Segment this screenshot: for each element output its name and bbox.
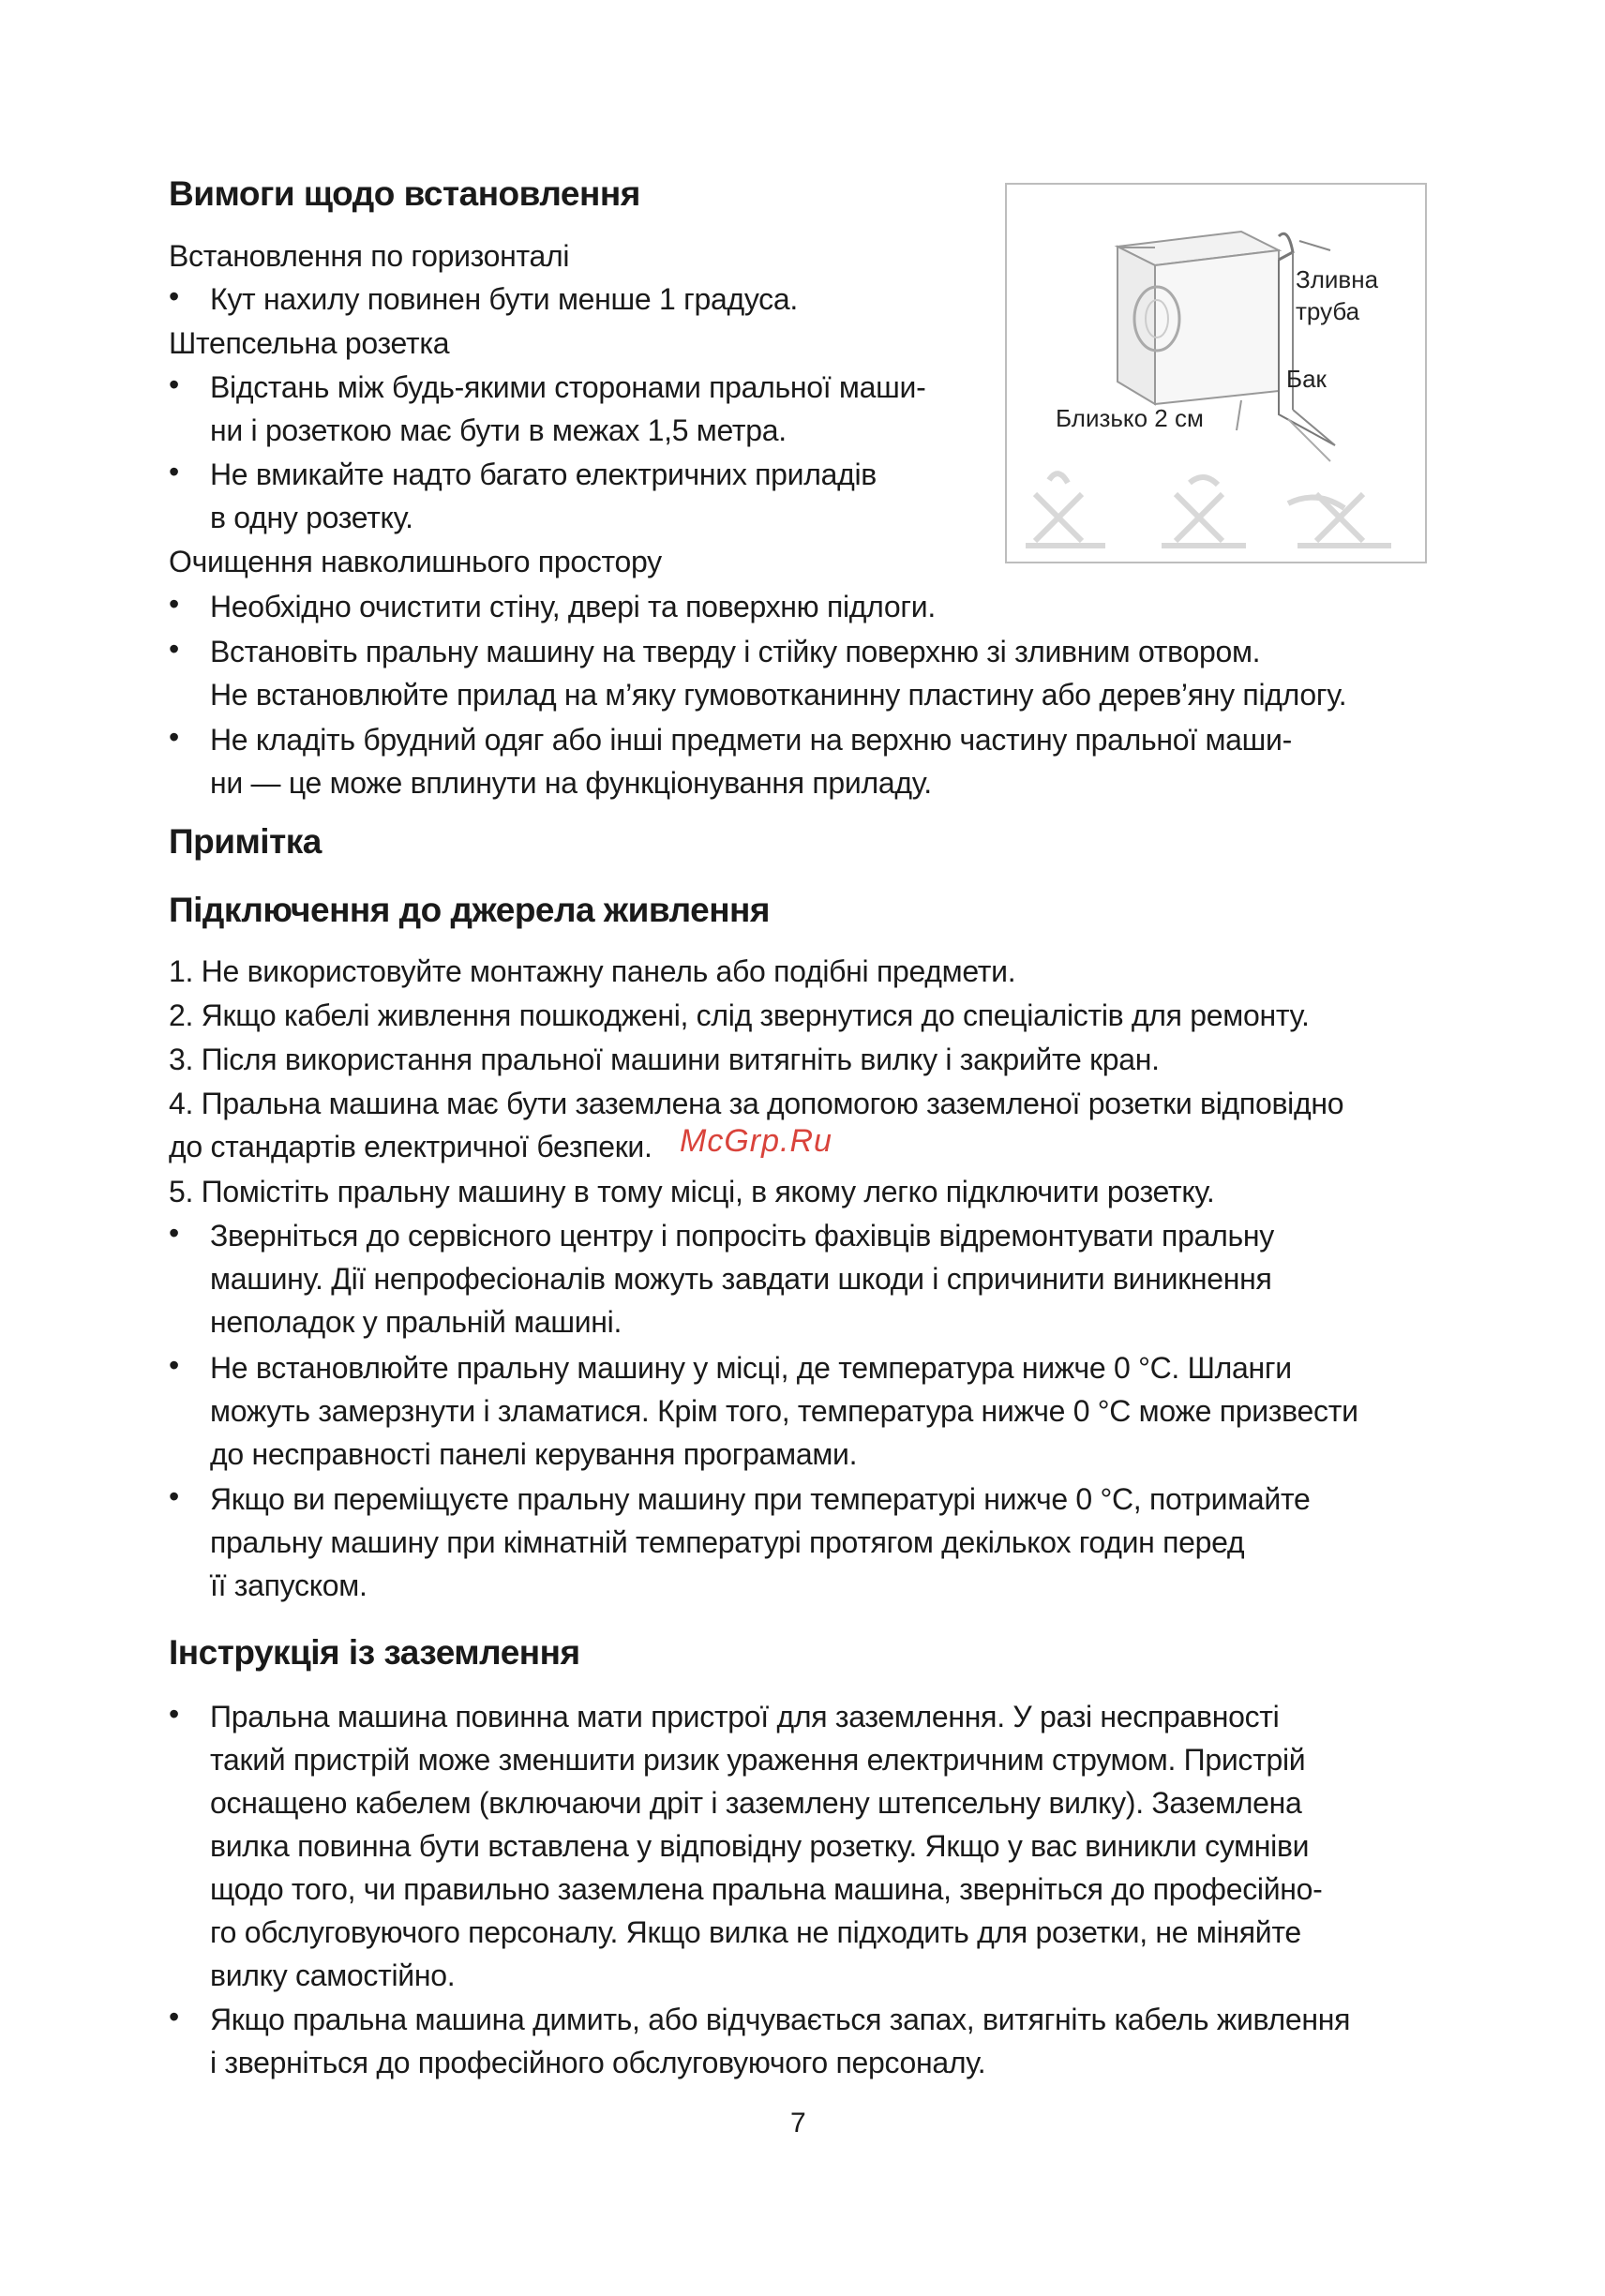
list-item: Відстань між будь-якими сторонами пральної маши- — [210, 370, 926, 404]
list-item-cont: машину. Дії непрофесіоналів можуть завдати шкоди і спричинити виникнення — [210, 1262, 1272, 1296]
subheading-socket: Штепсельна розетка — [169, 326, 450, 360]
list-item: Якщо ви переміщуєте пральну машину при температурі нижче 0 °C, потримайте — [210, 1482, 1311, 1516]
list-item-cont: оснащено кабелем (включаючи дріт і заземлену штепсельну вилку). Заземлена — [210, 1786, 1302, 1820]
list-item-cont: можуть замерзнути і зламатися. Крім того, температура нижче 0 °C може призвести — [210, 1394, 1358, 1428]
list-item: Пральна машина повинна мати пристрої для заземлення. У разі несправності — [210, 1700, 1280, 1733]
bullet: • — [169, 279, 180, 313]
subheading-cleaning: Очищення навколишнього простору — [169, 545, 662, 578]
list-item-cont: до несправності панелі керування програмами. — [210, 1437, 858, 1471]
incorrect-icon — [1288, 494, 1391, 546]
bullet: • — [169, 632, 180, 666]
bullet: • — [169, 2000, 180, 2033]
page-number: 7 — [790, 2108, 806, 2138]
numbered-item: 1. Не використовуйте монтажну панель або подібні предмети. — [169, 954, 1016, 988]
list-item-cont: пральну машину при кімнатній температурі протягом декількох годин перед — [210, 1525, 1245, 1559]
bullet: • — [169, 1479, 180, 1513]
watermark: McGrp.Ru — [680, 1123, 832, 1159]
list-item: Зверніться до сервісного центру і попросіть фахівців відремонтувати пральну — [210, 1219, 1274, 1253]
list-item-cont: вилка повинна бути вставлена у відповідну розетку. Якщо у вас виникли сумніви — [210, 1829, 1310, 1863]
bullet: • — [169, 587, 180, 621]
list-item-cont: в одну розетку. — [210, 501, 413, 534]
bullet: • — [169, 368, 180, 401]
list-item-cont: ни — це може вплинути на функціонування приладу. — [210, 766, 932, 800]
section-title-installation: Вимоги щодо встановлення — [169, 174, 640, 213]
list-item: Необхідно очистити стіну, двері та поверхню підлоги. — [210, 590, 936, 623]
bullet: • — [169, 720, 180, 754]
note-title: Примітка — [169, 822, 322, 861]
installation-figure — [1005, 183, 1427, 563]
bullet: • — [169, 455, 180, 488]
numbered-item: 4. Пральна машина має бути заземлена за допомогою заземленої розетки відповідно — [169, 1087, 1344, 1120]
list-item-cont: вилку самостійно. — [210, 1958, 456, 1992]
list-item-cont: ни і розеткою має бути в межах 1,5 метра. — [210, 413, 787, 447]
section-title-grounding: Інструкція із заземлення — [169, 1633, 580, 1672]
list-item-cont: щодо того, чи правильно заземлена пральна машина, зверніться до професійно- — [210, 1872, 1323, 1906]
bullet: • — [169, 1216, 180, 1250]
list-item-cont: го обслуговуючого персоналу. Якщо вилка не підходить для розетки, не міняйте — [210, 1915, 1301, 1949]
section-title-power: Підключення до джерела живлення — [169, 891, 770, 929]
list-item-cont: неполадок у пральній машині. — [210, 1305, 622, 1339]
list-item-cont: такий пристрій може зменшити ризик ураження електричним струмом. Пристрій — [210, 1743, 1306, 1777]
numbered-item-cont: до стандартів електричної безпеки. — [169, 1130, 652, 1163]
label-drain-pipe: Зливна — [1296, 265, 1379, 293]
list-item-cont: і зверніться до професійного обслуговуючого персоналу. — [210, 2046, 986, 2079]
numbered-item: 5. Помістіть пральну машину в тому місці, в якому легко підключити розетку. — [169, 1175, 1215, 1208]
list-item: Не кладіть брудний одяг або інші предмети на верхню частину пральної маши- — [210, 723, 1292, 757]
numbered-item: 3. Після використання пральної машини витягніть вилку і закрийте кран. — [169, 1043, 1160, 1076]
subheading-horizontal: Встановлення по горизонталі — [169, 239, 570, 273]
incorrect-icon — [1026, 473, 1105, 546]
label-tank: Бак — [1286, 365, 1327, 393]
list-item: Не встановлюйте пральну машину у місці, де температура нижче 0 °C. Шланги — [210, 1351, 1292, 1385]
list-item: Встановіть пральну машину на тверду і стійку поверхню зі зливним отвором. — [210, 635, 1261, 668]
numbered-item: 2. Якщо кабелі живлення пошкоджені, слід звернутися до спеціалістів для ремонту. — [169, 998, 1310, 1032]
bullet: • — [169, 1348, 180, 1382]
label-gap: Близько 2 см — [1056, 404, 1204, 432]
label-drain-pipe: труба — [1296, 297, 1360, 325]
list-item: Кут нахилу повинен бути менше 1 градуса. — [210, 282, 798, 316]
incorrect-icon — [1162, 477, 1246, 546]
list-item: Не вмикайте надто багато електричних приладів — [210, 458, 877, 491]
list-item: Якщо пральна машина димить, або відчувається запах, витягніть кабель живлення — [210, 2003, 1351, 2036]
list-item-cont: Не встановлюйте прилад на м’яку гумовотканинну пластину або дерев’яну підлогу. — [210, 678, 1347, 712]
bullet: • — [169, 1697, 180, 1731]
list-item-cont: її запуском. — [210, 1568, 368, 1602]
washer-illustration — [1007, 185, 1425, 562]
